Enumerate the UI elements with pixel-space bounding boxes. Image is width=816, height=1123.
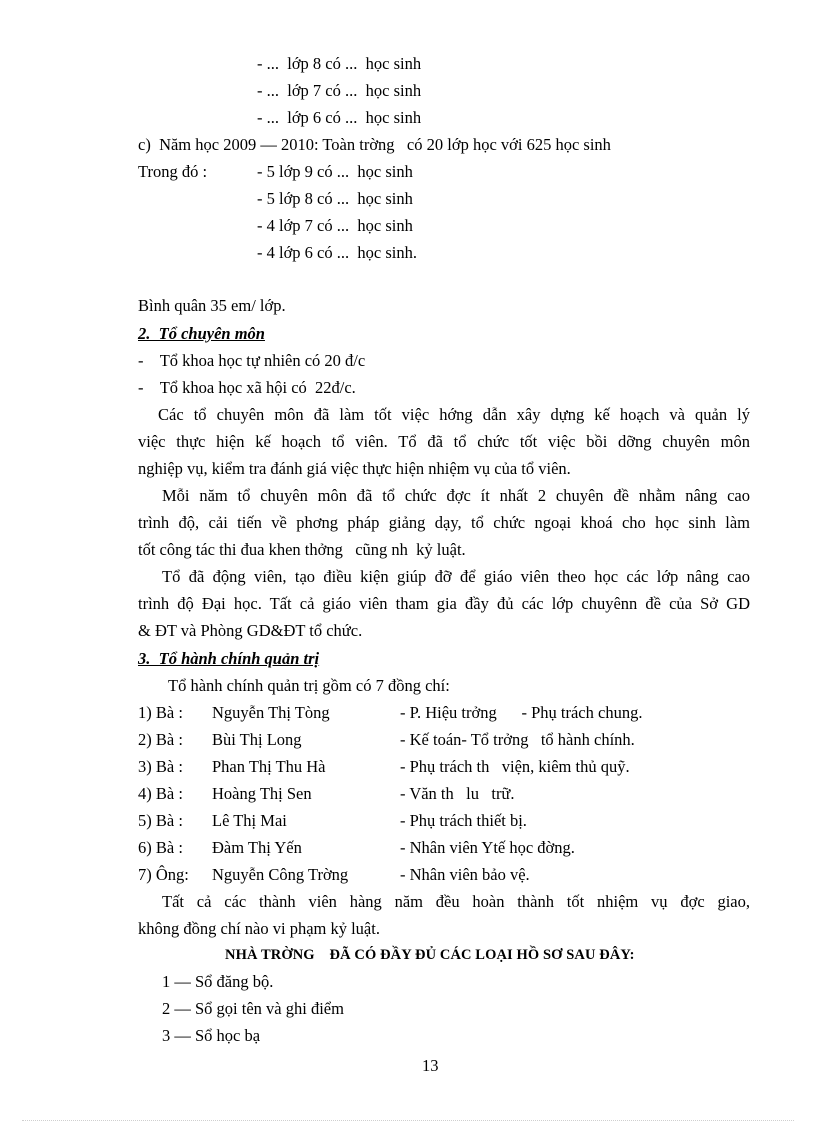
section-2-bullet: - Tổ khoa học xã hội có 22đ/c. <box>138 378 356 397</box>
member-role: - Nhân viên bảo vệ. <box>400 865 530 884</box>
member-number: 1) Bà : <box>138 703 183 722</box>
class-line: - 4 lớp 6 có ... học sinh. <box>257 243 417 262</box>
member-number: 7) Ông: <box>138 865 189 884</box>
section-3-title: 3. Tổ hành chính quản trị <box>138 649 320 668</box>
paragraph-line: Các tổ chuyên môn đã làm tốt việc hớng dẫn xây dựng kế hoạch và quản lý <box>158 405 750 424</box>
member-name: Phan Thị Thu Hà <box>212 757 326 776</box>
paragraph-line: Tổ đã động viên, tạo điều kiện giúp đỡ để giáo viên theo học các lớp nâng cao <box>162 567 750 586</box>
member-name: Bùi Thị Long <box>212 730 302 749</box>
paragraph-line: trình độ, cải tiến về phơng pháp giảng dạy, tổ chức ngoại khoá cho học sinh làm <box>138 513 750 532</box>
paragraph-line: không đồng chí nào vi phạm kỷ luật. <box>138 919 380 938</box>
class-line: - ... lớp 7 có ... học sinh <box>257 81 422 100</box>
paragraph-line: Tất cả các thành viên hàng năm đều hoàn thành tốt nhiệm vụ đợc giao, <box>162 892 750 911</box>
member-role: - P. Hiệu trởng - Phụ trách chung. <box>400 703 643 722</box>
class-line: - 4 lớp 7 có ... học sinh <box>257 216 413 235</box>
paragraph-line: nghiệp vụ, kiểm tra đánh giá việc thực hiện nhiệm vụ của tổ viên. <box>138 459 571 478</box>
member-name: Hoàng Thị Sen <box>212 784 312 803</box>
member-number: 5) Bà : <box>138 811 183 830</box>
record-item: 3 — Sổ học bạ <box>162 1026 261 1045</box>
paragraph-line: việc thực hiện kế hoạch tổ viên. Tổ đã tổ chức tốt việc bồi dỡng chuyên môn <box>138 432 750 451</box>
member-role: - Kế toán- Tổ trởng tổ hành chính. <box>400 730 635 749</box>
member-number: 4) Bà : <box>138 784 183 803</box>
section-3-intro: Tổ hành chính quản trị gồm có 7 đồng chí: <box>168 676 450 695</box>
section-2-title: 2. Tổ chuyên môn <box>138 324 265 343</box>
records-heading: NHÀ TRỜNG ĐÃ CÓ ĐẦY ĐỦ CÁC LOẠI HỒ SƠ SAU ĐÂY: <box>225 947 635 963</box>
member-name: Nguyễn Thị Tòng <box>212 703 330 722</box>
member-name: Lê Thị Mai <box>212 811 287 830</box>
member-number: 2) Bà : <box>138 730 183 749</box>
paragraph-line: Mỗi năm tổ chuyên môn đã tổ chức đợc ít nhất 2 chuyên đề nhằm nâng cao <box>162 486 750 505</box>
class-line: - 5 lớp 8 có ... học sinh <box>257 189 413 208</box>
paragraph-line: tốt công tác thi đua khen thởng cũng nh kỷ luật. <box>138 540 466 559</box>
class-line: - 5 lớp 9 có ... học sinh <box>257 162 413 181</box>
section-2-bullet: - Tổ khoa học tự nhiên có 20 đ/c <box>138 351 366 370</box>
year-c-line: c) Năm học 2009 — 2010: Toàn trờng có 20 lớp học với 625 học sinh <box>138 135 611 154</box>
record-item: 1 — Sổ đăng bộ. <box>162 972 274 991</box>
record-item: 2 — Sổ gọi tên và ghi điểm <box>162 999 344 1018</box>
member-role: - Nhân viên Ytế học đờng. <box>400 838 575 857</box>
member-role: - Phụ trách th viện, kiêm thủ quỹ. <box>400 757 630 776</box>
paragraph-line: & ĐT và Phòng GD&ĐT tổ chức. <box>138 621 363 640</box>
class-line: - ... lớp 8 có ... học sinh <box>257 54 422 73</box>
page-number: 13 <box>422 1056 439 1075</box>
trong-do-label: Trong đó : <box>138 162 208 181</box>
member-name: Đàm Thị Yến <box>212 838 302 857</box>
member-name: Nguyễn Công Trờng <box>212 865 349 884</box>
paragraph-line: trình độ Đại học. Tất cả giáo viên tham gia đầy đủ các lớp chuyênn đề của Sở GD <box>138 594 750 613</box>
class-line: - ... lớp 6 có ... học sinh <box>257 108 422 127</box>
average-line: Bình quân 35 em/ lớp. <box>138 296 286 315</box>
member-role: - Văn th lu trữ. <box>400 784 515 803</box>
member-number: 6) Bà : <box>138 838 183 857</box>
footer-divider <box>22 1120 794 1121</box>
member-role: - Phụ trách thiết bị. <box>400 811 527 830</box>
member-number: 3) Bà : <box>138 757 183 776</box>
